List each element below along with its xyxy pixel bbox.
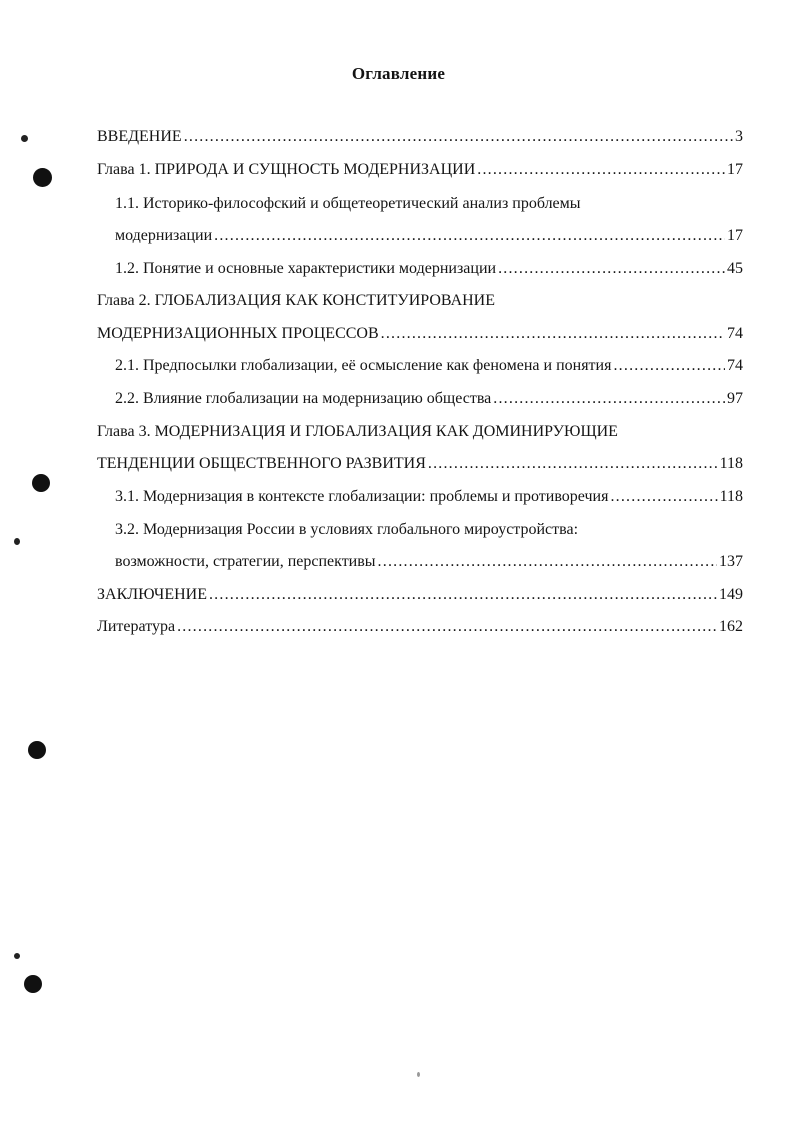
dot-leader <box>613 357 725 375</box>
toc-entry-section-3-2-line1[interactable] <box>115 521 743 539</box>
toc-page-number: 17 <box>727 161 743 178</box>
dot-leader <box>184 128 733 146</box>
scan-speck <box>21 135 28 142</box>
toc-page-number: 118 <box>719 455 743 472</box>
toc-entry-introduction[interactable] <box>97 128 743 146</box>
dot-leader <box>610 488 717 506</box>
toc-entry-chapter-3[interactable] <box>97 455 743 473</box>
dot-leader <box>477 161 725 179</box>
toc-page-number: 45 <box>727 260 743 277</box>
toc-entry-title: 1.2. Понятие и основные характеристики модернизации <box>115 260 497 277</box>
toc-entry-chapter-2-line1[interactable] <box>97 292 743 310</box>
toc-entry-chapter-2[interactable] <box>97 325 743 343</box>
toc-entry-title: Глава 3. МОДЕРНИЗАЦИЯ И ГЛОБАЛИЗАЦИЯ КАК ДОМИНИРУЮЩИЕ <box>97 423 618 440</box>
toc-entry-title: ЗАКЛЮЧЕНИЕ <box>97 586 207 603</box>
toc-page-number: 149 <box>719 586 743 603</box>
toc-page-number: 74 <box>727 357 743 374</box>
dot-leader <box>498 260 725 278</box>
toc-entry-title: ВВЕДЕНИЕ <box>97 128 182 145</box>
toc-page-number: 97 <box>727 390 743 407</box>
punch-hole <box>24 975 42 993</box>
toc-entry-title: 3.2. Модернизация России в условиях глобального мироустройства: <box>115 521 579 538</box>
toc-entry-section-1-1-line1[interactable] <box>115 195 743 213</box>
page-title: Оглавление <box>351 64 446 83</box>
toc-entry-chapter-1[interactable] <box>97 161 743 179</box>
toc-entry-title: 1.1. Историко-философский и общетеоретический анализ проблемы <box>115 195 581 212</box>
scan-speck <box>14 538 20 545</box>
toc-entry-title: возможности, стратегии, перспективы <box>115 553 376 570</box>
toc-entry-literature[interactable] <box>97 618 743 636</box>
toc-entry-title: МОДЕРНИЗАЦИОННЫХ ПРОЦЕССОВ <box>97 325 379 342</box>
dot-leader <box>493 390 725 408</box>
dot-leader <box>209 586 717 604</box>
toc-page-number: 137 <box>719 553 743 570</box>
toc-entry-section-1-1[interactable] <box>115 227 743 245</box>
scan-speck <box>14 953 20 959</box>
dot-leader <box>177 618 717 636</box>
dot-leader <box>214 227 725 245</box>
punch-hole <box>28 741 46 759</box>
toc-entry-title: ТЕНДЕНЦИИ ОБЩЕСТВЕННОГО РАЗВИТИЯ <box>97 455 426 472</box>
toc-page-number: 162 <box>719 618 743 635</box>
toc-entry-title: 2.1. Предпосылки глобализации, её осмысление как феномена и понятия <box>115 357 612 374</box>
toc-entry-section-1-2[interactable] <box>115 260 743 278</box>
dot-leader <box>378 553 717 571</box>
toc-entry-section-3-2[interactable] <box>115 553 743 571</box>
toc-entry-title: 2.2. Влияние глобализации на модернизацию общества <box>115 390 492 407</box>
toc-page-number: 3 <box>735 128 743 145</box>
toc-entry-conclusion[interactable] <box>97 586 743 604</box>
toc-entry-section-2-2[interactable] <box>115 390 743 408</box>
punch-hole <box>32 474 50 492</box>
toc-entry-title: 3.1. Модернизация в контексте глобализации: проблемы и противоречия <box>115 488 609 505</box>
toc-entry-section-3-1[interactable] <box>115 488 743 506</box>
toc-entry-title: Глава 1. ПРИРОДА И СУЩНОСТЬ МОДЕРНИЗАЦИИ <box>97 161 476 178</box>
toc-page-number: 118 <box>719 488 743 505</box>
toc-page-number: 74 <box>727 325 743 342</box>
toc-page-number: 17 <box>727 227 743 244</box>
punch-hole <box>33 168 52 187</box>
dot-leader <box>381 325 725 343</box>
scan-speck <box>417 1072 420 1077</box>
dot-leader <box>428 455 718 473</box>
toc-entry-section-2-1[interactable] <box>115 357 743 375</box>
toc-entry-chapter-3-line1[interactable] <box>97 423 743 441</box>
toc-entry-title: модернизации <box>115 227 213 244</box>
toc-entry-title: Глава 2. ГЛОБАЛИЗАЦИЯ КАК КОНСТИТУИРОВАНИЕ <box>97 292 496 309</box>
toc-entry-title: Литература <box>97 618 176 635</box>
